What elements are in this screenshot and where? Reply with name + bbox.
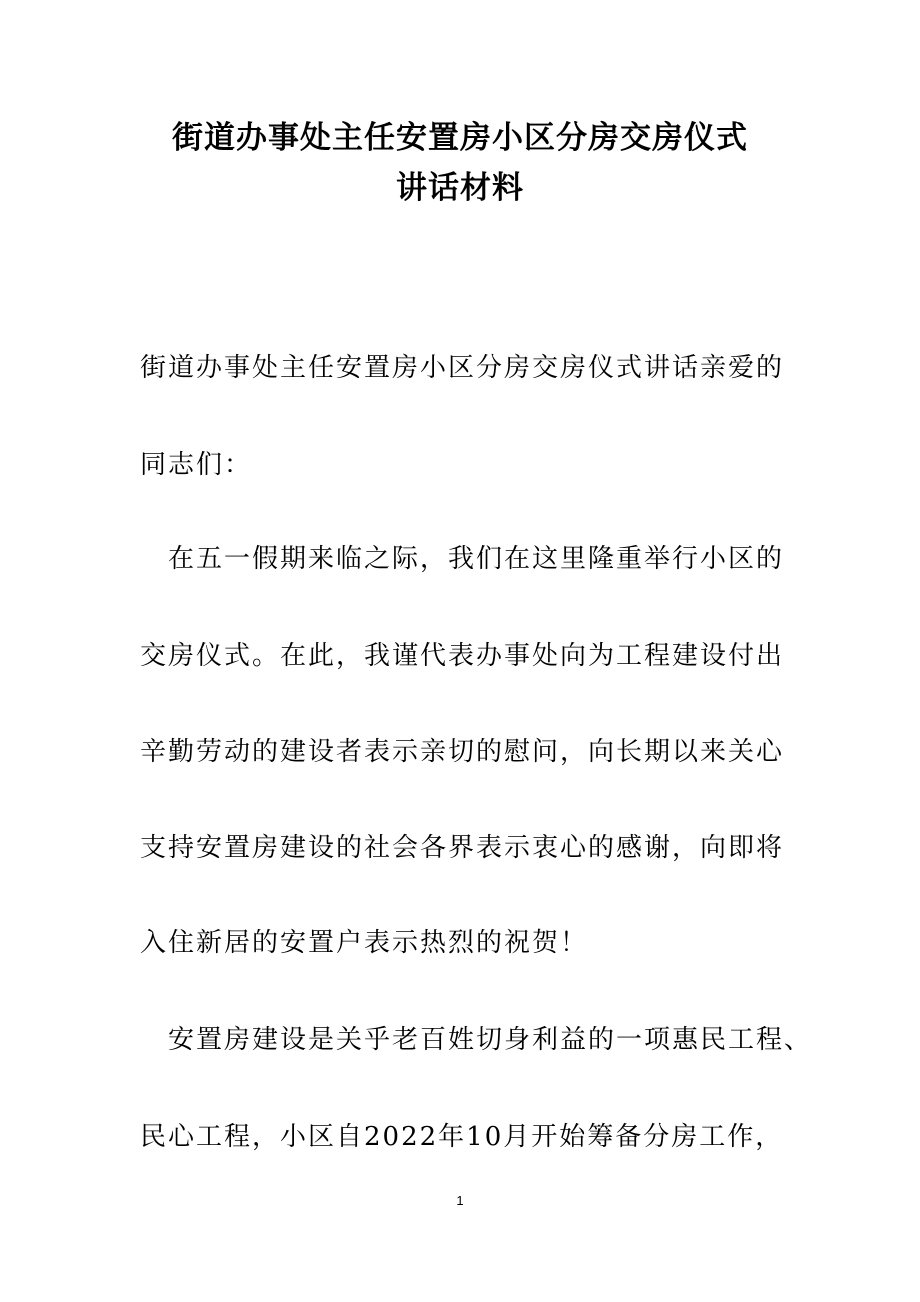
document-title-line-2: 讲话材料 [396, 170, 524, 206]
body-line: 在五一假期来临之际，我们在这里隆重举行小区的 [168, 544, 785, 574]
body-line: 街道办事处主任安置房小区分房交房仪式讲话亲爱的 [140, 353, 785, 383]
body-line: 辛勤劳动的建设者表示亲切的慰问，向长期以来关心 [140, 737, 785, 767]
body-line: 民心工程，小区自2022年10月开始筹备分房工作， [140, 1122, 784, 1152]
body-line: 同志们： [140, 450, 253, 480]
page-number: 1 [456, 1193, 464, 1208]
body-line: 入住新居的安置户表示热烈的祝贺！ [140, 928, 589, 958]
body-line: 安置房建设是关乎老百姓切身利益的一项惠民工程、 [168, 1025, 813, 1055]
body-line: 支持安置房建设的社会各界表示衷心的感谢，向即将 [140, 833, 785, 863]
document-title-line-1: 街道办事处主任安置房小区分房交房仪式 [172, 120, 748, 156]
body-line: 交房仪式。在此，我谨代表办事处向为工程建设付出 [140, 641, 785, 671]
